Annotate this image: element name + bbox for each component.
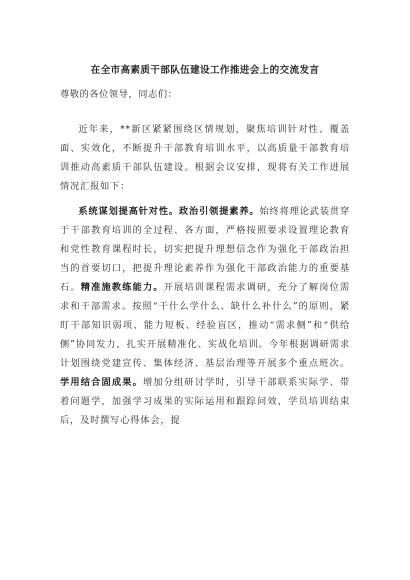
subsection-3-text: 增加分组研讨学时，引导干部联系实际学、带着问题学，加强学习成果的实际运用和跟踪问效，学员培训结束后，及时撰写心得体会，提 xyxy=(60,377,350,426)
subsection-2-text: 开展培训课程需求调研，充分了解岗位需求和干部需求。按照“干什么学什么、缺什么补什么”的原则，紧盯干部知识弱项、能力短板、经验盲区，推动“需求侧”和“供给侧”协同发力，扎实开展精准化、实战化培训。今年根据调研需求计划围绕党建宣传、集体经济、基层治理等开展多个重点班次。 xyxy=(60,282,350,369)
subsection-1-text: 始终将理论武装贯穿于干部教育培训的全过程、各方面，严格按照要求设置理论教育和党性教育课程时长，切实把提升理想信念作为强化干部政治担当的首要切口，把提升理论素养作为强化干部政治能力的重要基石。 xyxy=(60,206,350,293)
subsection-2-heading: 精准施教练能力。 xyxy=(80,282,164,293)
document-title: 在全市高素质干部队伍建设工作推进会上的交流发言 xyxy=(90,65,320,76)
salutation: 尊敬的各位领导，同志们： xyxy=(60,89,178,100)
intro-paragraph: 近年来，**新区紧紧围绕区情规划，聚焦培训针对性、覆盖面、实效化，不断提升干部教育培训水平，以高质量干部教育培训推动高素质干部队伍建设。根据会议安排，现将有关工作进展情况汇报如下： xyxy=(60,124,350,192)
section-1-heading: 系统谋划提高针对性。 xyxy=(78,206,179,217)
section-1-paragraph xyxy=(60,202,350,430)
subsection-1-heading: 政治引领提素养。 xyxy=(179,206,260,217)
subsection-3-heading: 学用结合固成果。 xyxy=(60,377,143,388)
